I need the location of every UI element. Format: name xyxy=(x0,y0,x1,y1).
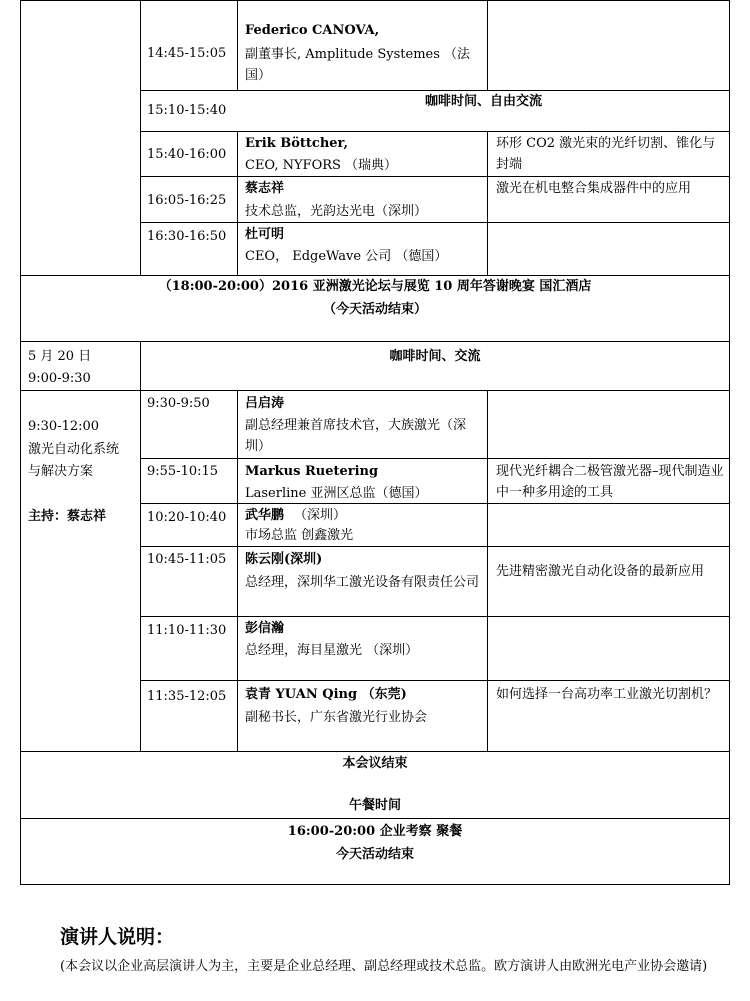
speaker-title: 副秘书长，广东省激光行业协会 xyxy=(245,710,428,725)
speaker-name: 彭信瀚 xyxy=(245,621,285,636)
column-divider xyxy=(487,390,488,751)
row-divider xyxy=(20,341,730,342)
time-slot: 10:45-11:05 xyxy=(147,552,227,567)
speaker-title: 总经理，深圳华工激光设备有限责任公司 xyxy=(245,575,480,590)
break-label: 咖啡时间、自由交流 xyxy=(424,94,542,109)
row-divider xyxy=(140,176,730,177)
session-name: 与解决方案 xyxy=(28,464,94,479)
talk-topic: 如何选择一台高功率工业激光切割机？ xyxy=(496,687,718,702)
lunch-label: 午餐时间 xyxy=(348,798,401,813)
time-slot: 9:30-9:50 xyxy=(147,396,210,411)
speaker-name: Erik Böttcher, xyxy=(245,136,348,151)
speaker-name: 袁青 YUAN Qing （东莞) xyxy=(245,687,407,702)
speaker-location: （深圳） xyxy=(294,508,347,523)
talk-topic: 现代光纤耦合二极管激光器–现代制造业中一种多用途的工具 xyxy=(496,464,724,500)
row-divider xyxy=(140,616,730,617)
column-divider xyxy=(237,0,238,91)
speaker-notes-text: (本会议以企业高层演讲人为主，主要是企业总经理、副总经理或技术总监。欧方演讲人由欧洲光电产业协会邀请) xyxy=(60,959,708,974)
row-divider xyxy=(140,222,730,223)
row-divider xyxy=(140,546,730,547)
time-slot: 11:35-12:05 xyxy=(147,689,227,704)
end-label: 本会议结束 xyxy=(342,756,408,771)
time-slot: 16:30-16:50 xyxy=(147,229,227,244)
speaker-title: 技术总监，光韵达光电（深圳） xyxy=(245,204,428,219)
speaker-title: CEO， EdgeWave 公司 （德国） xyxy=(245,249,448,264)
speaker-title: 市场总监 创鑫激光 xyxy=(245,528,354,543)
time-slot: 16:05-16:25 xyxy=(147,193,227,208)
column-divider xyxy=(487,131,488,275)
speaker-name: Federico CANOVA, xyxy=(245,23,380,38)
speaker-title: CEO, NYFORS （瑞典） xyxy=(245,158,398,173)
break-label: 咖啡时间、交流 xyxy=(389,349,481,364)
row-divider xyxy=(140,458,730,459)
table-border xyxy=(20,0,730,1)
speaker-title: Laserline 亚洲区总监（德国） xyxy=(245,486,428,501)
speaker-name: 杜可明 xyxy=(245,227,285,242)
time-slot: 10:20-10:40 xyxy=(147,510,227,525)
session-time: 9:30-12:00 xyxy=(28,419,100,434)
speaker-notes-heading: 演讲人说明： xyxy=(60,926,175,948)
time-slot: 9:00-9:30 xyxy=(28,371,91,386)
column-divider xyxy=(237,390,238,751)
speaker-name: 吕启涛 xyxy=(245,396,285,411)
talk-topic: 环形 CO2 激光束的光纤切割、锥化与封端 xyxy=(496,136,716,172)
speaker-name: 蔡志祥 xyxy=(245,181,285,196)
banquet-line: （18:00-20:00）2016 亚洲激光论坛与展览 10 周年答谢晚宴 国汇酒店 xyxy=(158,279,592,294)
session-name: 激光自动化系统 xyxy=(28,442,120,457)
time-slot: 14:45-15:05 xyxy=(147,46,227,61)
time-slot: 15:10-15:40 xyxy=(147,103,227,118)
time-slot: 11:10-11:30 xyxy=(147,623,227,638)
visit-label: 16:00-20:00 企业考察 聚餐 xyxy=(287,824,463,839)
speaker-name: 武华鹏 xyxy=(245,508,285,523)
time-slot: 15:40-16:00 xyxy=(147,147,227,162)
row-divider xyxy=(20,390,730,391)
speaker-title: 副总经理兼首席技术官，大族激光（深圳） xyxy=(245,418,467,454)
time-slot: 9:55-10:15 xyxy=(147,464,219,479)
row-divider xyxy=(140,680,730,681)
speaker-name: Markus Ruetering xyxy=(245,464,379,479)
day-date: 5 月 20 日 xyxy=(28,349,92,364)
talk-topic: 激光在机电整合集成器件中的应用 xyxy=(496,181,692,196)
day-end-label: 今天活动结束 xyxy=(335,847,414,862)
column-divider xyxy=(237,131,238,275)
banquet-end-line: （今天活动结束） xyxy=(322,302,427,317)
row-divider xyxy=(140,131,730,132)
table-border xyxy=(20,884,730,885)
speaker-title: 副董事长, Amplitude Systemes （法国） xyxy=(245,47,471,83)
column-divider xyxy=(140,0,141,275)
row-divider xyxy=(20,751,730,752)
speaker-name: 陈云刚(深圳) xyxy=(245,552,323,567)
row-divider xyxy=(20,818,730,819)
row-divider xyxy=(140,503,730,504)
session-host: 主持：蔡志祥 xyxy=(28,509,107,524)
talk-topic: 先进精密激光自动化设备的最新应用 xyxy=(496,564,705,579)
speaker-title: 总经理，海目星激光 （深圳） xyxy=(245,643,419,658)
column-divider xyxy=(487,0,488,91)
